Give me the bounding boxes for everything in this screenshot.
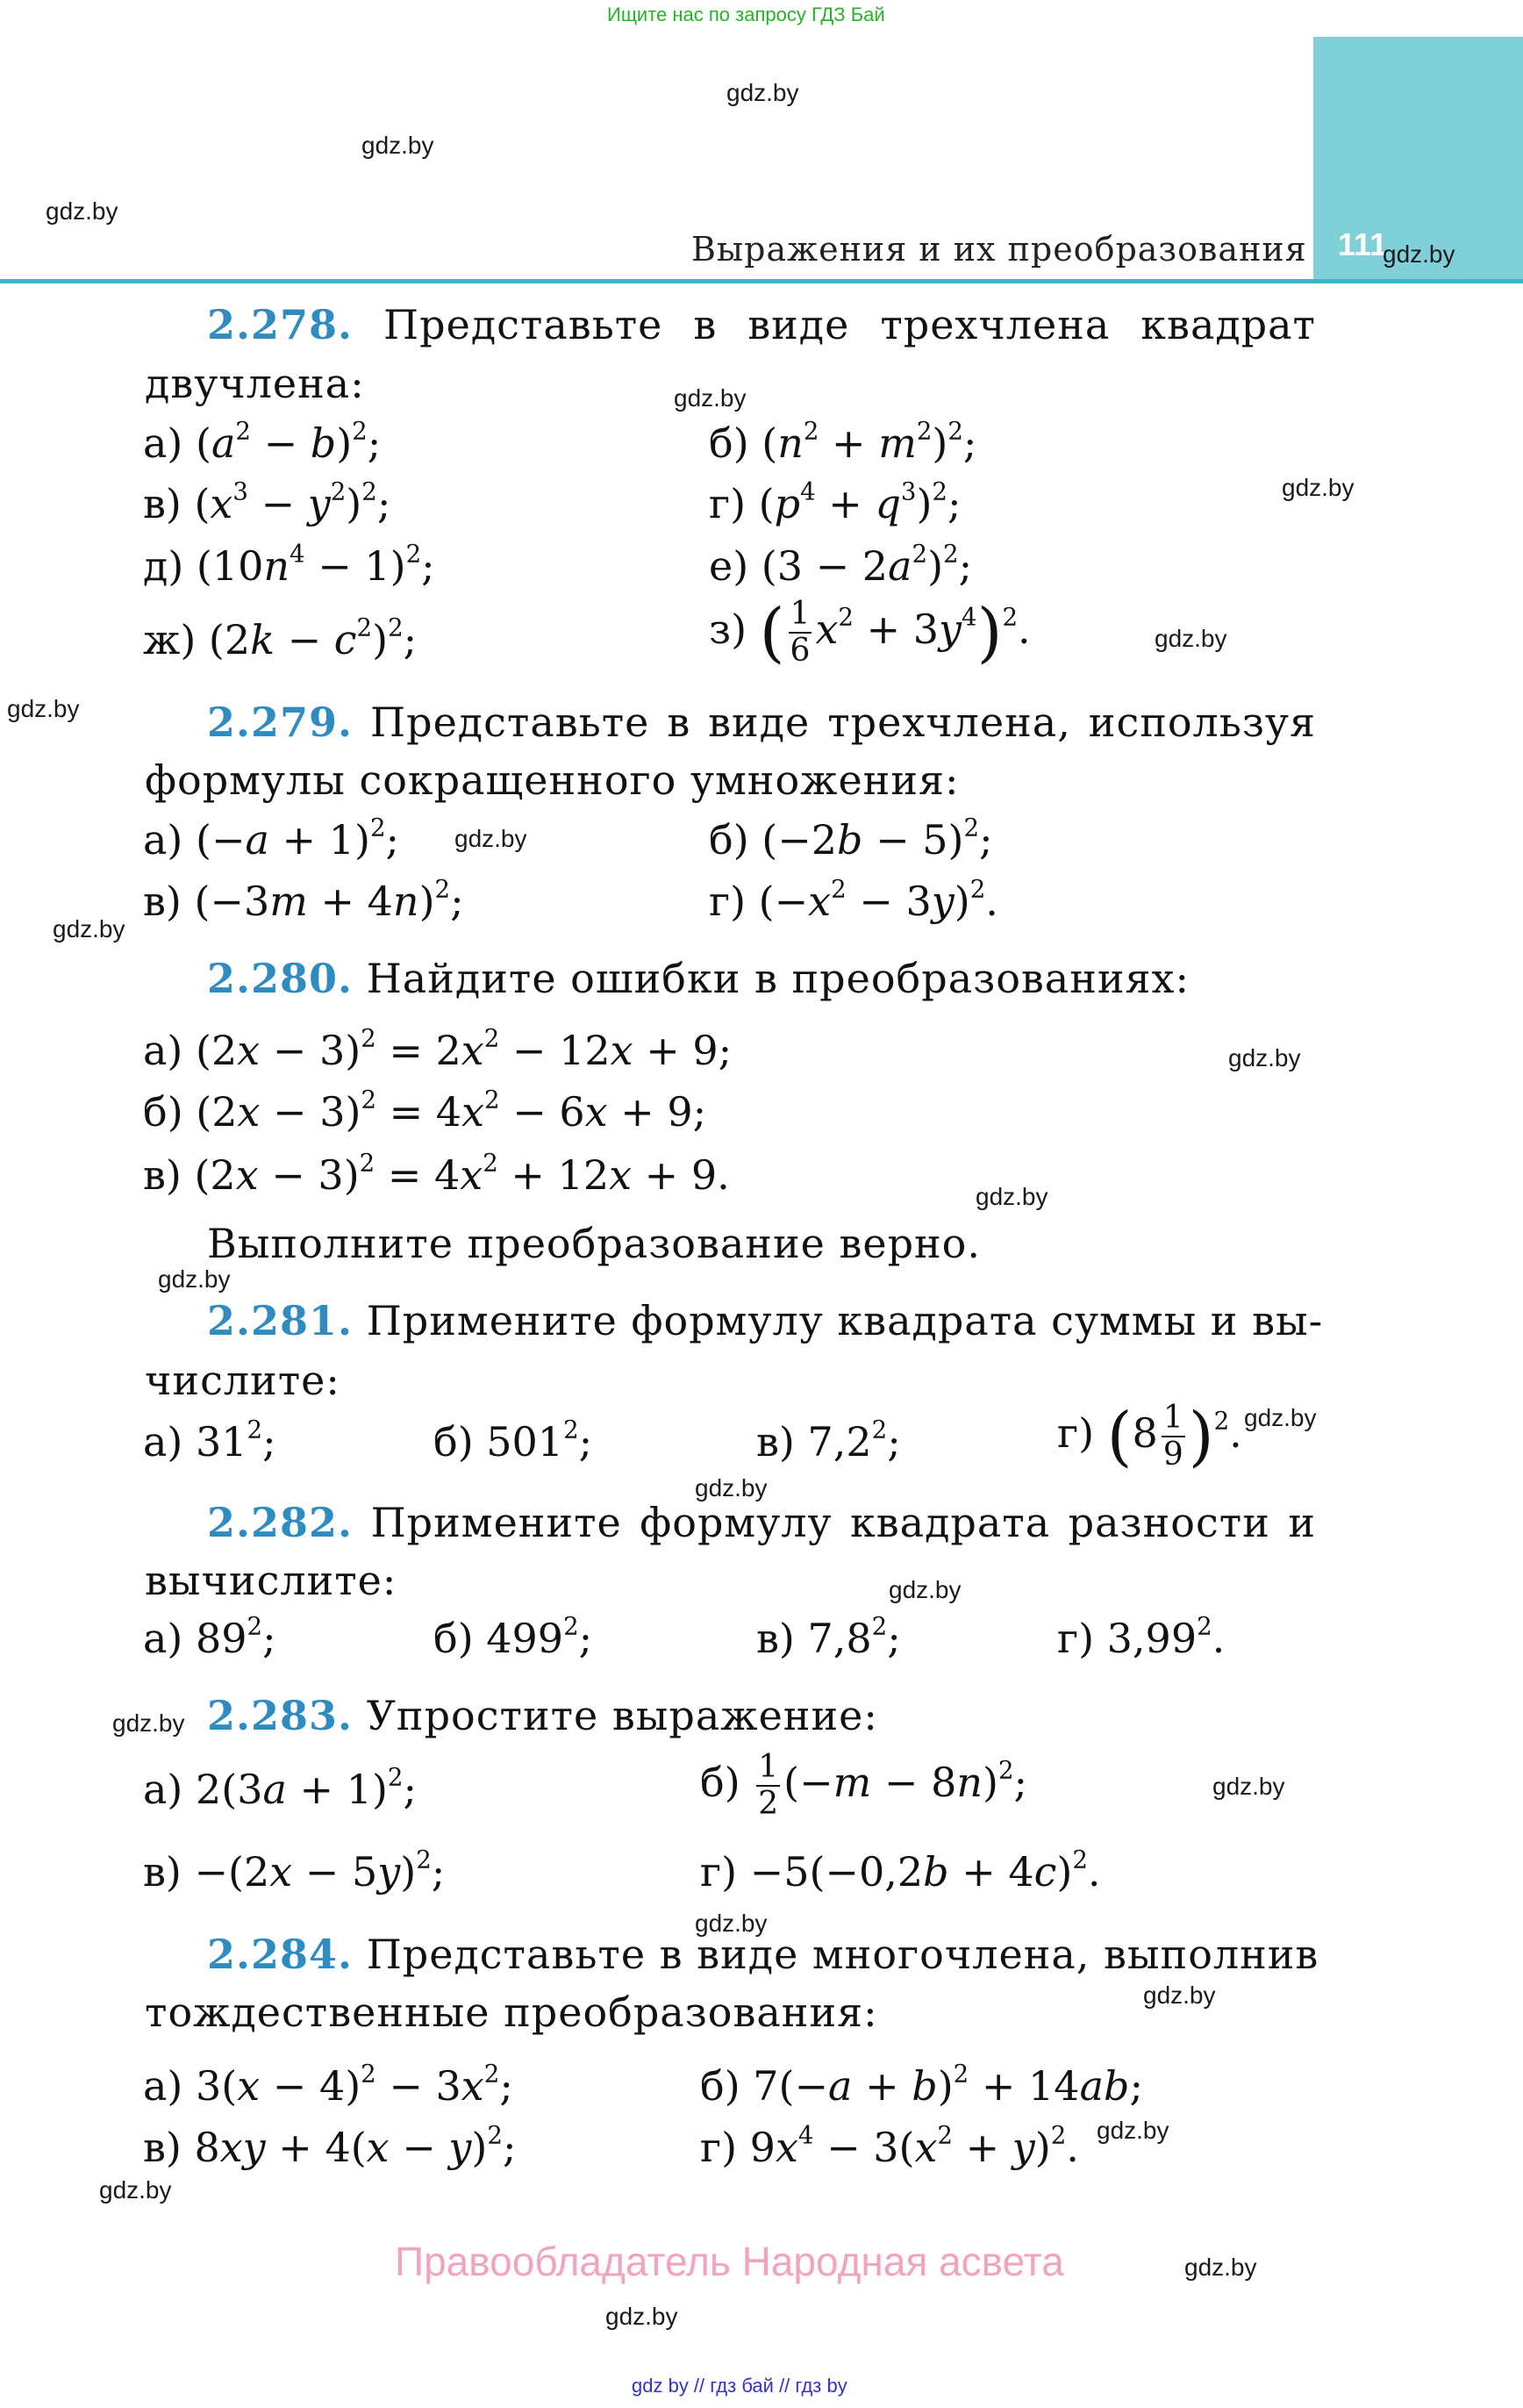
watermark: gdz.by [674, 384, 747, 412]
task-2-278-heading [207, 301, 1316, 348]
exercise-item: а) $89^2$; [143, 1611, 276, 1662]
task-text: Представьте в виде трехчлена, используя [370, 699, 1316, 746]
exercise-item: в) $7,2^2$; [756, 1415, 901, 1466]
watermark: gdz.by [112, 1709, 185, 1737]
exercise-item: $г) -5(-0,2b + 4c)^2$. [700, 1845, 1101, 1896]
page-number: 111 [1338, 226, 1388, 262]
footer-links[interactable]: gdz by // гдз бай // гдз by [632, 2375, 847, 2397]
exercise-item: б) $\frac{1}{2}$ $(-m - 8n)^2$; [700, 1749, 1028, 1822]
exercise-item: в) $8xy + 4(x - y)^2$; [143, 2120, 517, 2171]
watermark: gdz.by [361, 132, 434, 159]
watermark: gdz.by [1282, 474, 1355, 501]
task-number: 2.278. [207, 301, 354, 348]
task-text-line2: формулы сокращенного умножения: [145, 756, 960, 804]
exercise-item: а) $3(x - 4)^2 - 3x^2$; [143, 2059, 513, 2110]
task-number: 2.280. [207, 955, 354, 1002]
watermark: gdz.by [695, 1474, 768, 1501]
top-search-link[interactable]: Ищите нас по запросу ГДЗ Бай [607, 4, 885, 25]
task-2-280-heading [207, 955, 1190, 1002]
watermark: gdz.by [1097, 2117, 1169, 2144]
exercise-item: а) $(a^2 - b)^2$; [143, 416, 382, 467]
header-rule [0, 279, 1523, 283]
watermark: gdz.by [976, 1183, 1048, 1210]
task-number: 2.282. [207, 1499, 354, 1546]
exercise-item: ж) $(2k - c^2)^2$; [143, 613, 418, 663]
task-text-line2: двучлена: [145, 360, 365, 407]
exercise-item: г) $(p^4 + q^3)^2$; [709, 477, 962, 527]
exercise-item: в) $(x^3 - y^2)^2$; [143, 477, 391, 527]
exercise-item: г) $(-x^2 - 3y)^2$. [709, 874, 998, 925]
watermark: gdz.by [1244, 1404, 1317, 1431]
watermark: gdz.by [53, 915, 125, 942]
task-2-279-heading [207, 699, 1316, 746]
task-number: 2.284. [207, 1931, 354, 1978]
exercise-item: д) $(10n^4 - 1)^2$; [143, 539, 435, 590]
watermark: gdz.by [1228, 1044, 1301, 1071]
exercise-item: $в) -(2x - 5y)^2$; [143, 1845, 446, 1896]
task-text: Найдите ошибки в преобразованиях: [366, 955, 1190, 1002]
exercise-item: г) (8 $\frac{1}{9}$ )$^2$. [1057, 1399, 1242, 1474]
exercise-item: в) $(2x - 3)^2 = 4x^2 + 12x + 9$. [143, 1148, 730, 1199]
exercise-item: з) ( $\frac{1}{6}$ $x^2 + 3y^4)^2$. [709, 595, 1031, 670]
watermark: gdz.by [889, 1576, 962, 1603]
exercise-item: б) $499^2$; [433, 1611, 593, 1662]
watermark: gdz.by [99, 2176, 172, 2204]
task-text: Представьте в виде трехчлена квадрат [383, 301, 1317, 348]
exercise-item: б) $501^2$; [433, 1415, 593, 1466]
watermark: gdz.by [7, 695, 80, 722]
task-text-line2: числите: [145, 1357, 340, 1404]
exercise-item: а) $31^2$; [143, 1415, 276, 1466]
task-text: Примените формулу квадрата суммы и вы- [366, 1297, 1324, 1344]
exercise-item: б) $(2x - 3)^2 = 4x^2 - 6x + 9$; [143, 1085, 707, 1136]
watermark: gdz.by [1184, 2254, 1257, 2281]
copyright-notice: Правообладатель Народная асвета [395, 2239, 1064, 2284]
exercise-item: в) $(-3m + 4n)^2$; [143, 874, 464, 925]
task-2-284-heading [207, 1931, 1319, 1978]
task-text: Примените формулу квадрата разности и [370, 1499, 1316, 1546]
exercise-item: е) $(3 - 2a^2)^2$; [709, 539, 973, 590]
watermark: gdz.by [726, 79, 799, 106]
task-number: 2.283. [207, 1692, 354, 1739]
exercise-item: б) $7(-a + b)^2 + 14ab$; [700, 2059, 1143, 2110]
running-title: Выражения и их преобразования [691, 230, 1307, 269]
watermark: gdz.by [605, 2303, 678, 2330]
task-2-282-heading [207, 1499, 1316, 1546]
task-text-line2: вычислите: [145, 1557, 397, 1604]
exercise-item: а) $2(3a + 1)^2$; [143, 1762, 417, 1813]
exercise-item: в) $7,8^2$; [756, 1611, 901, 1662]
task-2-283-heading [207, 1692, 878, 1739]
task-text-line2: тождественные преобразования: [145, 1989, 878, 2036]
watermark: gdz.by [1383, 240, 1455, 268]
task-text: Представьте в виде многочлена, выполнив [366, 1931, 1319, 1978]
watermark: gdz.by [695, 1910, 768, 1937]
exercise-item: а) $(2x - 3)^2 = 2x^2 - 12x + 9$; [143, 1023, 733, 1074]
watermark: gdz.by [1143, 1982, 1216, 2009]
watermark: gdz.by [1155, 625, 1227, 652]
task-2-281-heading [207, 1297, 1324, 1344]
exercise-item: а) $(-a + 1)^2$; [143, 813, 399, 864]
exercise-item: г) $9x^4 - 3(x^2 + y)^2$. [700, 2120, 1079, 2171]
task-number: 2.281. [207, 1297, 354, 1344]
task-note: Выполните преобразование верно. [207, 1220, 981, 1267]
task-text: Упростите выражение: [366, 1692, 878, 1739]
exercise-item: г) 3,99$^2$. [1057, 1611, 1226, 1662]
exercise-item: б) $(-2b - 5)^2$; [709, 813, 993, 864]
task-number: 2.279. [207, 699, 354, 746]
watermark: gdz.by [454, 825, 527, 852]
exercise-item: б) $(n^2 + m^2)^2$; [709, 416, 977, 467]
watermark: gdz.by [1212, 1773, 1285, 1800]
watermark: gdz.by [46, 197, 118, 225]
watermark: gdz.by [158, 1265, 231, 1293]
